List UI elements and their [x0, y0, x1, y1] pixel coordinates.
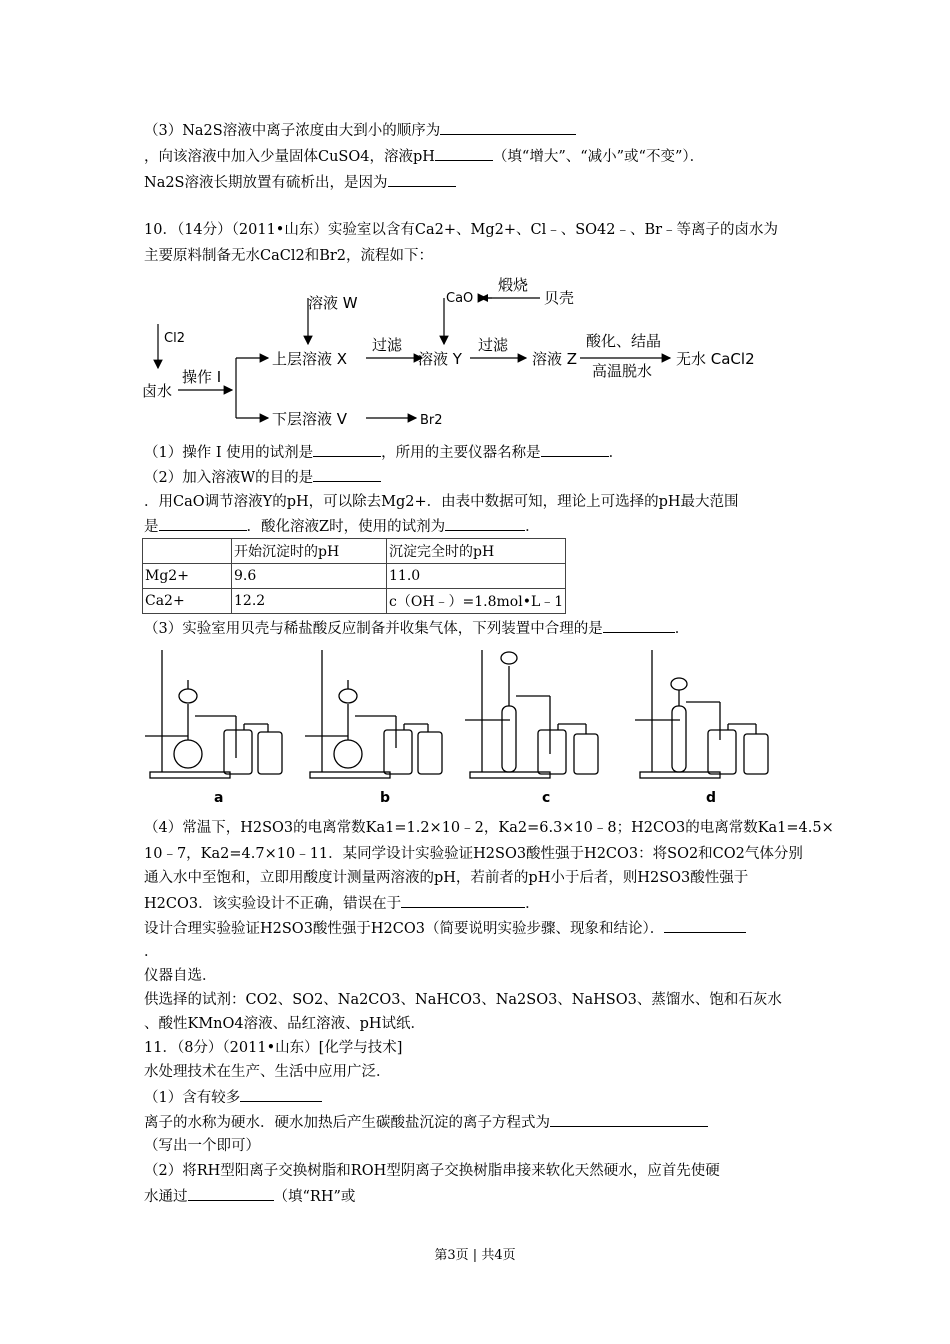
apparatus-label-b: b	[380, 790, 391, 806]
flow-solution-w: 溶液 W	[308, 294, 358, 312]
answer-blank[interactable]	[440, 120, 576, 135]
flow-calcine: 煅烧	[498, 276, 529, 294]
q10-part4-line5: 设计合理实验验证H2SO3酸性强于H2CO3（简要说明实验步骤、现象和结论）．	[144, 918, 746, 939]
answer-blank[interactable]	[541, 442, 609, 457]
table-cell: Ca2+	[143, 589, 232, 614]
q10-part2-line3: 是 ．酸化溶液Z时，使用的试剂为 ．	[144, 516, 540, 537]
table-row	[143, 564, 566, 589]
q11-line1: 水处理技术在生产、生活中应用广泛．	[144, 1064, 391, 1080]
flow-brine: 卤水	[142, 382, 173, 400]
answer-blank[interactable]	[550, 1112, 708, 1127]
q10-header-line1: 10．（14分）（2011•山东）实验室以含有Ca2+、Mg2+、Cl﹣、SO42﹣、Br﹣等离子的卤水为	[144, 222, 779, 238]
table-row	[143, 589, 566, 614]
flow-shell: 贝壳	[544, 289, 575, 307]
apparatus-a	[145, 650, 282, 778]
apparatus-label-a: a	[214, 790, 224, 806]
flow-cao: CaO	[446, 291, 474, 306]
apparatus-label-c: c	[542, 790, 551, 806]
flow-sol-y: 溶液 Y	[418, 350, 462, 368]
q9-3-line2: ，向该溶液中加入少量固体CuSO4，溶液pH （填“增大”、“减小”或“不变”）．	[144, 146, 704, 167]
answer-blank[interactable]	[388, 172, 456, 187]
process-flow-diagram	[140, 276, 780, 436]
table-cell: 沉淀完全时的pH	[387, 539, 566, 564]
q10-part4-line2: 10﹣7，Ka2=4.7×10﹣11．某同学设计实验验证H2SO3酸性强于H2CO3：将SO2和CO2气体分别	[144, 846, 803, 862]
answer-blank[interactable]	[445, 516, 525, 531]
answer-blank[interactable]	[313, 442, 381, 457]
flow-sol-z: 溶液 Z	[532, 350, 578, 368]
q10-part1: （1）操作 I 使用的试剂是 ，所用的主要仪器名称是 ．	[144, 442, 623, 463]
apparatus-b	[305, 650, 442, 778]
q11-line3: 离子的水称为硬水．硬水加热后产生碳酸盐沉淀的离子方程式为	[144, 1112, 708, 1133]
apparatus-d	[635, 650, 768, 778]
answer-blank[interactable]	[603, 618, 675, 633]
answer-blank[interactable]	[188, 1186, 274, 1201]
q10-part4-line9: 、酸性KMnO4溶液、品红溶液、pH试纸．	[144, 1016, 426, 1032]
table-cell: 开始沉淀时的pH	[232, 539, 387, 564]
answer-blank[interactable]	[159, 516, 247, 531]
answer-blank[interactable]	[313, 467, 381, 482]
answer-blank[interactable]	[664, 918, 746, 933]
flow-acidify: 酸化、结晶	[586, 332, 662, 350]
apparatus-c	[465, 650, 598, 778]
answer-blank[interactable]	[401, 893, 525, 908]
flow-cl2: Cl2	[164, 331, 185, 346]
q10-header-line2: 主要原料制备无水CaCl2和Br2，流程如下：	[144, 248, 434, 264]
q11-line4: （写出一个即可）	[144, 1138, 260, 1154]
flow-op1: 操作 I	[182, 368, 222, 386]
apparatus-label-d: d	[706, 790, 717, 806]
table-cell: 11.0	[387, 564, 566, 589]
q10-part3: （3）实验室用贝壳与稀盐酸反应制备并收集气体，下列装置中合理的是 ．	[144, 618, 689, 639]
q10-part4-line8: 供选择的试剂：CO2、SO2、Na2CO3、NaHCO3、Na2SO3、NaHSO3、蒸馏水、饱和石灰水	[144, 992, 782, 1008]
flow-dehydrate: 高温脱水	[592, 362, 653, 380]
flow-upper-x: 上层溶液 X	[272, 350, 348, 368]
q10-part4-line7: 仪器自选．	[144, 968, 217, 984]
table-cell: c（OH﹣）=1.8mol•L﹣1	[387, 589, 566, 614]
flow-filter2: 过滤	[478, 336, 509, 354]
flow-br2: Br2	[420, 413, 443, 428]
answer-blank[interactable]	[240, 1087, 322, 1102]
table-cell: 12.2	[232, 589, 387, 614]
q10-part2: （2）加入溶液W的目的是	[144, 467, 381, 488]
q9-3-line3: Na2S溶液长期放置有硫析出，是因为	[144, 172, 456, 193]
q10-part4-line6: ．	[144, 944, 159, 960]
q11-line5: （2）将RH型阳离子交换树脂和ROH型阴离子交换树脂串接来软化天然硬水，应首先使硬	[144, 1163, 720, 1179]
table-header-row	[143, 539, 566, 564]
q11-header: 11．（8分）（2011•山东）[化学与技术]	[144, 1040, 403, 1056]
q10-part4-line3: 通入水中至饱和，立即用酸度计测量两溶液的pH，若前者的pH小于后者，则H2SO3酸性强于	[144, 870, 749, 886]
table-cell: Mg2+	[143, 564, 232, 589]
gas-apparatus-figure	[140, 644, 940, 810]
q10-part4-line4: H2CO3．该实验设计不正确，错误在于 ．	[144, 893, 540, 914]
q10-part4-line1: （4）常温下，H2SO3的电离常数Ka1=1.2×10﹣2，Ka2=6.3×10﹣8；H2CO3的电离常数Ka1=4.5×	[144, 820, 834, 836]
flow-filter1: 过滤	[372, 336, 403, 354]
precipitation-ph-table	[142, 538, 566, 614]
answer-blank[interactable]	[435, 146, 493, 161]
table-cell: 9.6	[232, 564, 387, 589]
flow-lower-v: 下层溶液 V	[272, 410, 348, 428]
q11-line6: 水通过 （填“RH”或	[144, 1186, 355, 1207]
q9-3-line1: （3）Na2S溶液中离子浓度由大到小的顺序为	[144, 120, 576, 141]
page-footer: 第3页 | 共4页	[434, 1248, 516, 1263]
table-cell	[143, 539, 232, 564]
flow-anhydrous-cacl2: 无水 CaCl2	[676, 350, 755, 368]
q10-part2-line2: ．用CaO调节溶液Y的pH，可以除去Mg2+．由表中数据可知，理论上可选择的pH最大范围	[144, 494, 739, 510]
q11-line2: （1）含有较多	[144, 1087, 322, 1108]
